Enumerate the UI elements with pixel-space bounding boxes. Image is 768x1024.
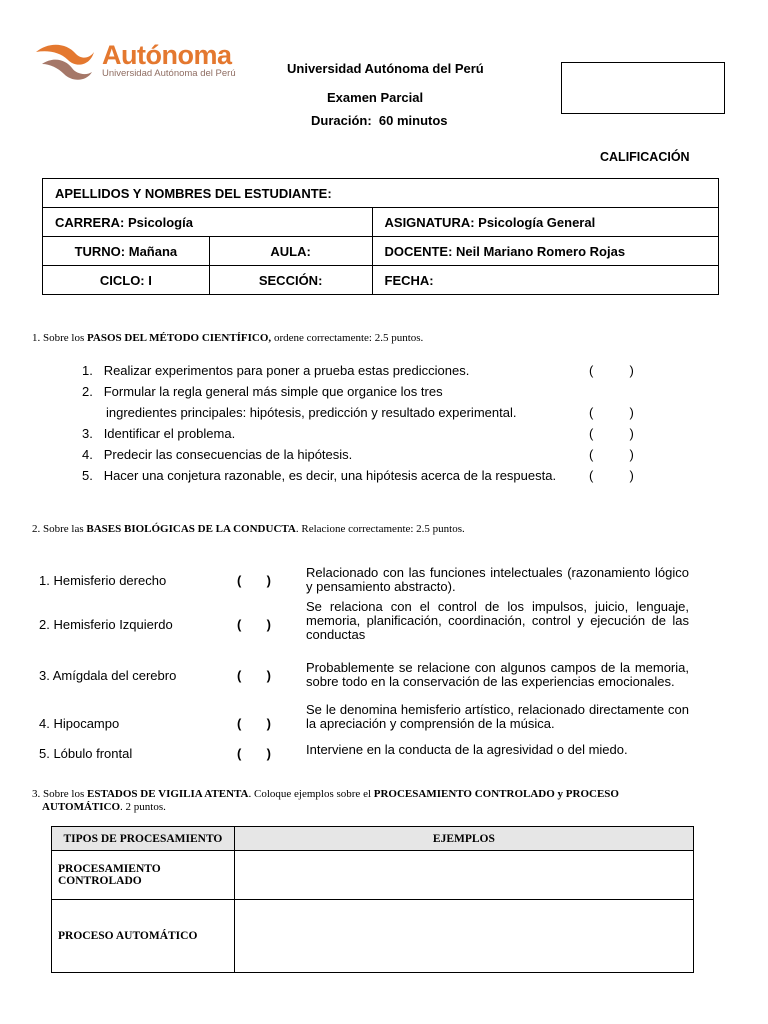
q2-definition-4: Se le denomina hemisferio artístico, relacionado directamente con la apreciación y comprensión de la música. bbox=[306, 702, 689, 731]
section-field[interactable]: SECCIÓN: bbox=[209, 266, 372, 295]
q1-item-2-cont: ingredientes principales: hipótesis, predicción y resultado experimental. bbox=[106, 405, 517, 420]
q1-item-5: 5. Hacer una conjetura razonable, es decir, una hipótesis acerca de la respuesta. bbox=[82, 468, 557, 483]
cycle-field: CICLO: I bbox=[43, 266, 210, 295]
duration-label: Duración: bbox=[311, 113, 372, 128]
q2-answer-blank[interactable]: ( ) bbox=[237, 716, 271, 731]
q2-definition-1: Relacionado con las funciones intelectuales (razonamiento lógico y pensamiento abstracto). bbox=[306, 565, 689, 594]
duration-line bbox=[311, 113, 448, 128]
q1-answer-blank[interactable]: ( ) bbox=[589, 468, 634, 483]
q2-term-4: 4. Hipocampo bbox=[39, 716, 120, 731]
q1-answer-blank[interactable]: ( ) bbox=[589, 363, 634, 378]
date-field[interactable]: FECHA: bbox=[372, 266, 718, 295]
q2-term-2: 2. Hemisferio Izquierdo bbox=[39, 617, 173, 632]
q2-answer-blank[interactable]: ( ) bbox=[237, 668, 271, 683]
controlled-examples-cell[interactable] bbox=[234, 851, 693, 900]
col-header-types: TIPOS DE PROCESAMIENTO bbox=[52, 827, 235, 851]
q1-answer-blank[interactable]: ( ) bbox=[589, 426, 634, 441]
q2-term-1: 1. Hemisferio derecho bbox=[39, 573, 167, 588]
grade-box[interactable] bbox=[561, 62, 725, 114]
q2-definition-5: Interviene en la conducta de la agresividad o del miedo. bbox=[306, 742, 628, 757]
automatic-examples-cell[interactable] bbox=[234, 900, 693, 973]
q2-term-3: 3. Amígdala del cerebro bbox=[39, 668, 177, 683]
question-3-heading: 3. Sobre los ESTADOS DE VIGILIA ATENTA. Coloque ejemplos sobre el PROCESAMIENTO CONTROLADO y PROCESO AUTOMÁTICO. 2 puntos. bbox=[32, 788, 619, 813]
logo-subtitle: Universidad Autónoma del Perú bbox=[102, 68, 236, 79]
room-field[interactable]: AULA: bbox=[209, 237, 372, 266]
teacher-field: DOCENTE: Neil Mariano Romero Rojas bbox=[372, 237, 718, 266]
col-header-examples: EJEMPLOS bbox=[234, 827, 693, 851]
q1-item-3: 3. Identificar el problema. bbox=[82, 426, 236, 441]
q2-term-5: 5. Lóbulo frontal bbox=[39, 746, 133, 761]
q2-answer-blank[interactable]: ( ) bbox=[237, 746, 271, 761]
q2-answer-blank[interactable]: ( ) bbox=[237, 573, 271, 588]
processing-table bbox=[51, 826, 694, 973]
career-field: CARRERA: Psicología bbox=[43, 208, 373, 237]
row-label-controlled: PROCESAMIENTO CONTROLADO bbox=[52, 851, 235, 900]
row-label-automatic: PROCESO AUTOMÁTICO bbox=[52, 900, 235, 973]
logo-wordmark: Autónoma bbox=[102, 40, 232, 70]
q1-answer-blank[interactable]: ( ) bbox=[589, 447, 634, 462]
subject-field: ASIGNATURA: Psicología General bbox=[372, 208, 718, 237]
q1-answer-blank[interactable]: ( ) bbox=[589, 405, 634, 420]
q2-definition-3: Probablemente se relacione con algunos campos de la memoria, sobre todo en la conservación de las experiencias emocionales. bbox=[306, 660, 689, 689]
question-1-heading: 1. Sobre los PASOS DEL MÉTODO CIENTÍFICO, ordene correctamente: 2.5 puntos. bbox=[32, 332, 424, 344]
logo-swirl-icon bbox=[32, 38, 96, 84]
q1-item-2: 2. Formular la regla general más simple que organice los tres bbox=[82, 384, 443, 399]
university-title: Universidad Autónoma del Perú bbox=[287, 61, 484, 76]
exam-title: Examen Parcial bbox=[327, 90, 424, 105]
question-2-heading: 2. Sobre las BASES BIOLÓGICAS DE LA CONDUCTA. Relacione correctamente: 2.5 puntos. bbox=[32, 523, 465, 535]
q2-answer-blank[interactable]: ( ) bbox=[237, 617, 271, 632]
shift-field: TURNO: Mañana bbox=[43, 237, 210, 266]
student-names-field[interactable]: APELLIDOS Y NOMBRES DEL ESTUDIANTE: bbox=[43, 179, 719, 208]
student-info-table bbox=[42, 178, 719, 295]
q1-item-1: 1. Realizar experimentos para poner a prueba estas predicciones. bbox=[82, 363, 470, 378]
q2-definition-2: Se relaciona con el control de los impulsos, juicio, lenguaje, memoria, planificación, coordinación, control y ejecución de las conductas bbox=[306, 599, 689, 642]
duration-value: 60 minutos bbox=[378, 113, 448, 128]
q1-item-4: 4. Predecir las consecuencias de la hipótesis. bbox=[82, 447, 353, 462]
university-logo bbox=[32, 38, 242, 88]
grade-label: CALIFICACIÓN bbox=[600, 150, 690, 164]
